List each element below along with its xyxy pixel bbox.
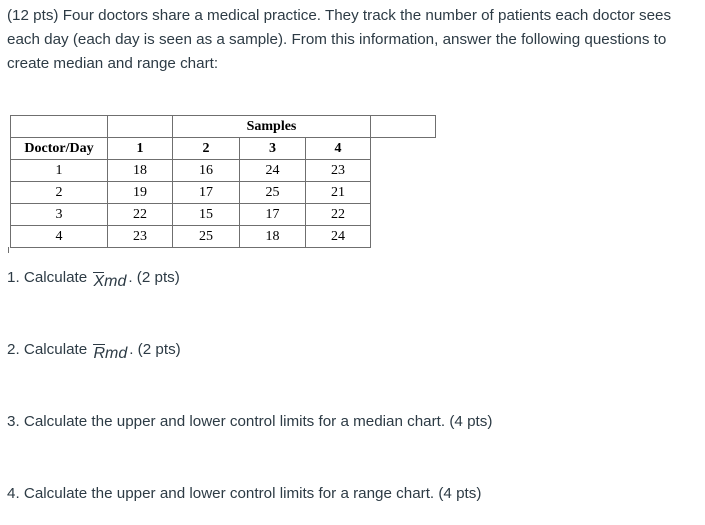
question-4: 4. Calculate the upper and lower control limits for a range chart. (4 pts) — [7, 485, 482, 502]
patient-count-cell: 18 — [108, 160, 173, 182]
table-row — [11, 160, 436, 182]
question-1 — [7, 268, 180, 288]
day-header-2: 2 — [173, 138, 240, 160]
question-3: 3. Calculate the upper and lower control limits for a median chart. (4 pts) — [7, 413, 493, 430]
table-row — [11, 226, 436, 248]
table-row — [11, 182, 436, 204]
patient-count-cell: 22 — [306, 204, 371, 226]
doctor-id-cell: 2 — [11, 182, 108, 204]
x-median-bar-subscript: md — [104, 273, 127, 290]
doctor-id-cell: 4 — [11, 226, 108, 248]
doctor-id-cell: 3 — [11, 204, 108, 226]
patient-count-cell: 17 — [173, 182, 240, 204]
r-median-bar-symbol — [93, 344, 127, 364]
problem-intro: (12 pts) Four doctors share a medical practice. They track the number of patients each doctor sees each day (each day is seen as a sample). From this information, answer the following questions to create median and range chart: — [7, 7, 672, 72]
day-header-3: 3 — [240, 138, 306, 160]
question-2-suffix: . (2 pts) — [129, 341, 181, 358]
question-2-prefix: 2. Calculate — [7, 341, 88, 358]
x-median-bar-letter: X — [93, 273, 105, 290]
patient-count-cell: 23 — [306, 160, 371, 182]
r-median-bar-subscript: md — [105, 345, 128, 362]
patient-count-cell: 21 — [306, 182, 371, 204]
table-row — [11, 204, 436, 226]
patients-table — [10, 115, 436, 248]
patient-count-cell: 19 — [108, 182, 173, 204]
patient-count-cell: 24 — [306, 226, 371, 248]
table-edge-tick — [8, 247, 9, 253]
samples-group-header: Samples — [173, 116, 371, 138]
patient-count-cell: 16 — [173, 160, 240, 182]
question-1-suffix: . (2 pts) — [128, 269, 180, 286]
day-header-1: 1 — [108, 138, 173, 160]
x-median-bar-symbol — [93, 272, 126, 292]
patient-count-cell: 24 — [240, 160, 306, 182]
doctor-id-cell: 1 — [11, 160, 108, 182]
patient-count-cell: 25 — [240, 182, 306, 204]
patient-count-cell: 23 — [108, 226, 173, 248]
question-1-prefix: 1. Calculate — [7, 269, 88, 286]
table-corner-cell — [371, 116, 436, 138]
r-median-bar-letter: R — [93, 345, 105, 362]
patient-count-cell: 22 — [108, 204, 173, 226]
table-corner-cell — [108, 116, 173, 138]
patient-count-cell: 25 — [173, 226, 240, 248]
patient-count-cell: 18 — [240, 226, 306, 248]
table-header-row-samples — [11, 116, 436, 138]
table-header-row-days — [11, 138, 436, 160]
day-header-4: 4 — [306, 138, 371, 160]
table-corner-cell — [11, 116, 108, 138]
doctor-day-header: Doctor/Day — [11, 138, 108, 160]
question-2 — [7, 340, 181, 360]
patient-count-cell: 17 — [240, 204, 306, 226]
patient-count-cell: 15 — [173, 204, 240, 226]
